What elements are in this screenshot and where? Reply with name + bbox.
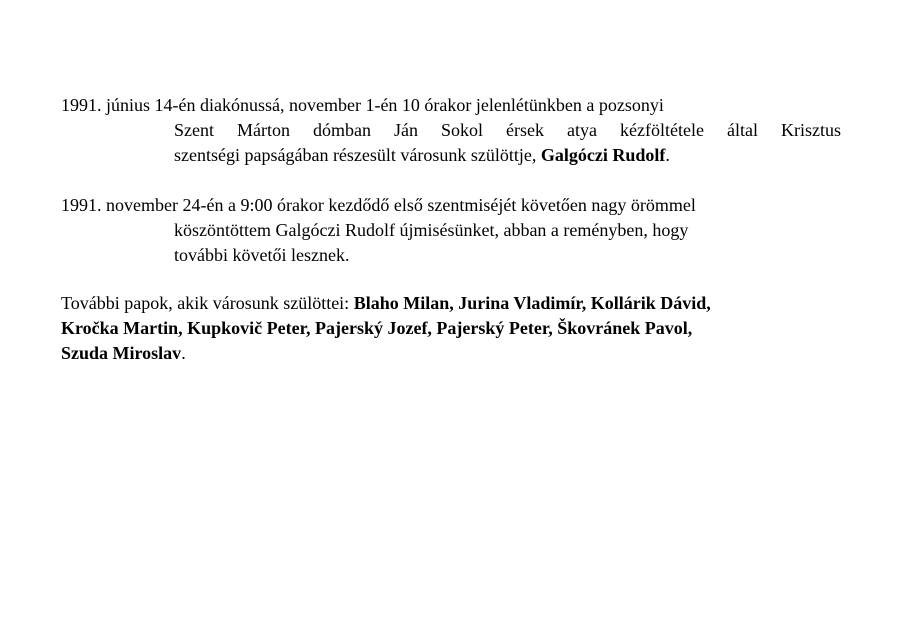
priest-names: Kročka Martin, Kupkovič Peter, Pajerský Jozef, Pajerský Peter, Škovránek Pavol,	[61, 318, 693, 338]
paragraph-text: szentségi papságában részesült városunk szülöttje,	[174, 145, 541, 165]
ordination-paragraph	[61, 93, 841, 168]
paragraph-line	[61, 316, 841, 341]
first-mass-paragraph	[61, 193, 841, 268]
priest-names: Szuda Miroslav	[61, 343, 182, 363]
paragraph-line	[61, 341, 841, 366]
paragraph-line: 1991. november 24-én a 9:00 órakor kezdődő első szentmiséjét követően nagy örömmel	[61, 195, 696, 215]
punctuation: .	[665, 145, 670, 165]
priest-names: Blaho Milan, Jurina Vladimír, Kollárik Dávid,	[353, 293, 711, 313]
paragraph-line: Szent Márton dómban Ján Sokol érsek atya kézföltétele által Krisztus	[174, 120, 841, 140]
paragraph-line: köszöntöttem Galgóczi Rudolf újmisésünket, abban a reményben, hogy	[174, 220, 689, 240]
paragraph-line: további követői lesznek.	[174, 245, 350, 265]
paragraph-text: További papok, akik városunk szülöttei:	[61, 293, 354, 313]
priest-name: Galgóczi Rudolf	[540, 145, 666, 165]
paragraph-line: 1991. június 14-én diakónussá, november 1-én 10 órakor jelenlétünkben a pozsonyi	[61, 95, 664, 115]
paragraph-line	[61, 291, 841, 316]
other-priests-paragraph	[61, 291, 841, 366]
paragraph-line	[61, 143, 841, 168]
paragraph-line-wrapper	[61, 118, 841, 143]
punctuation: .	[181, 343, 186, 363]
